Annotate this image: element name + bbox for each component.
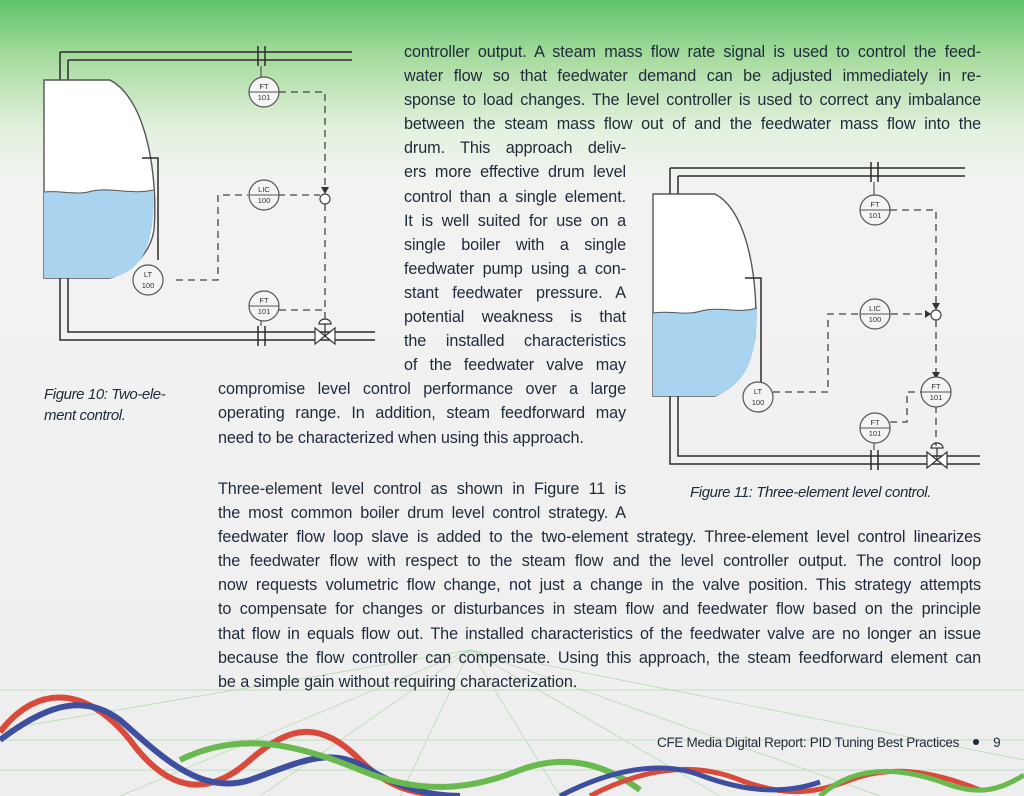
svg-text:LT: LT: [143, 270, 153, 279]
svg-text:100: 100: [141, 281, 155, 290]
lt-100-instrument: [133, 265, 163, 295]
svg-text:LT: LT: [753, 387, 763, 396]
paragraph-1-line: single boiler with a single: [404, 235, 626, 254]
svg-text:101: 101: [929, 393, 943, 402]
paragraph-2-line: feedwater flow loop slave is added to the two-element strategy. Three-element level control linearizes: [218, 528, 981, 547]
paragraph-1-line: potential weakness is that: [404, 308, 626, 327]
svg-text:100: 100: [257, 196, 271, 205]
figure-10-caption: [44, 384, 165, 426]
paragraph-1-line: operating range. In addition, steam feedforward may: [218, 404, 626, 423]
paragraph-1-line: feedwater pump using a con-: [404, 259, 626, 278]
svg-text:101: 101: [257, 307, 271, 316]
page-footer: [657, 735, 1000, 750]
paragraph-2-line: be a simple gain without requiring characterization.: [218, 672, 578, 691]
paragraph-2-line: to compensate for changes or disturbances in steam flow and feedwater flow based on the principle: [218, 600, 981, 619]
bullet-dot-icon: [973, 739, 979, 745]
paragraph-1-line: ers more effective drum level: [404, 163, 626, 182]
svg-text:FT: FT: [931, 382, 941, 391]
svg-text:LIC: LIC: [258, 185, 270, 194]
drum-water: [44, 190, 154, 278]
figure-10-caption-line-2: ment control.: [44, 407, 126, 424]
paragraph-2-line: that flow in equals flow out. The installed characteristics of the feedwater valve are no longer an issue: [218, 624, 981, 643]
paragraph-2-line: now requests volumetric flow change, not just a change in the valve position. This strategy attempts: [218, 576, 981, 595]
svg-text:101: 101: [868, 429, 882, 438]
svg-text:FT: FT: [259, 296, 269, 305]
paragraph-2-line: the most common boiler drum level control strategy. A: [218, 504, 626, 523]
body-paragraph-2: [218, 477, 981, 694]
paragraph-1-line: need to be characterized when using this approach.: [218, 428, 584, 447]
svg-text:FT: FT: [870, 418, 880, 427]
paragraph-2-line: because the flow controller can compensate. Using this approach, the steam feedforward element can: [218, 648, 981, 667]
svg-text:100: 100: [751, 398, 765, 407]
paragraph-2-line: Three-element level control as shown in Figure 11 is: [218, 480, 626, 498]
paragraph-1-line: the installed characteristics: [404, 332, 626, 351]
paragraph-1-line: between the steam mass flow out of and the feedwater mass flow into the: [404, 115, 981, 134]
svg-text:100: 100: [868, 315, 882, 324]
svg-text:101: 101: [868, 211, 882, 220]
paragraph-1-line: sponse to load changes. The level controller is used to correct any imbalance: [404, 91, 981, 110]
paragraph-1-line: water flow so that feedwater demand can be adjusted immediately in re-: [404, 67, 981, 86]
paragraph-1-line: stant feedwater pressure. A: [404, 283, 626, 302]
svg-text:FT: FT: [870, 200, 880, 209]
svg-text:101: 101: [257, 93, 271, 102]
paragraph-1-line: It is well suited for use on a: [404, 211, 626, 230]
svg-text:LIC: LIC: [869, 304, 881, 313]
footer-report-title: CFE Media Digital Report: PID Tuning Best Practices: [657, 735, 960, 750]
paragraph-1-line: of the feedwater valve may: [404, 356, 626, 375]
figure-10-caption-line-1: Figure 10: Two-ele-: [44, 386, 166, 403]
body-paragraph-1: [218, 40, 981, 450]
svg-text:FT: FT: [259, 82, 269, 91]
paragraph-2-line: the feedwater flow with respect to the steam flow and the level controller output. The control loop: [218, 552, 981, 571]
figure-11-caption: Figure 11: Three-element level control.: [690, 484, 931, 501]
paragraph-1-line: drum. This approach deliv-: [404, 139, 626, 158]
paragraph-1-line: control than a single element.: [404, 187, 626, 206]
page-number: 9: [993, 735, 1001, 750]
paragraph-1-line: compromise level control performance over a large: [218, 380, 626, 399]
paragraph-1-line: controller output. A steam mass flow rate signal is used to control the feed-: [404, 43, 981, 61]
